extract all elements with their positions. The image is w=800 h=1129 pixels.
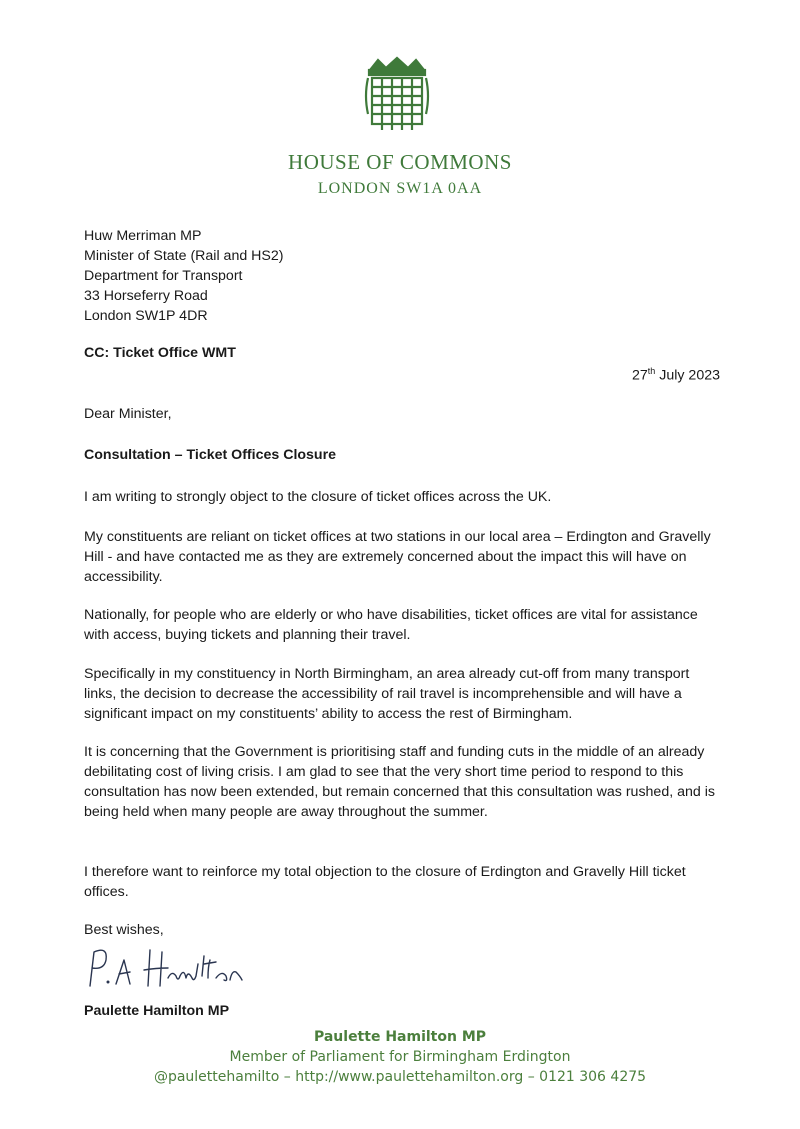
- recipient-line: London SW1P 4DR: [84, 308, 208, 324]
- cc-line: CC: Ticket Office WMT: [84, 345, 236, 361]
- recipient-line: 33 Horseferry Road: [84, 288, 208, 304]
- recipient-line: Department for Transport: [84, 268, 243, 284]
- footer-name: Paulette Hamilton MP: [313, 1029, 487, 1045]
- institution-title: HOUSE OF COMMONS: [288, 150, 512, 174]
- footer-role: Member of Parliament for Birmingham Erdington: [229, 1049, 571, 1065]
- body-paragraph: I therefore want to reinforce my total objection to the closure of Erdington and Gravelly Hill ticket offices.: [84, 864, 686, 900]
- date-day: 27: [632, 367, 648, 384]
- signoff: Best wishes,: [84, 922, 164, 938]
- date-suffix: th: [647, 366, 656, 376]
- subject-line: Consultation – Ticket Offices Closure: [84, 447, 337, 463]
- body-paragraph: It is concerning that the Government is prioritising staff and funding cuts in the middle of an already debilitating cost of living crisis. I am glad to see that the very short time period to respond to this consultation has now been extended, but remain concerned that this consultation was rushed, and is being held when many people are away throughout the summer.: [84, 744, 715, 820]
- letter-date: [632, 366, 720, 384]
- footer-contact: @paulettehamilto – http://www.paulettehamilton.org – 0121 306 4275: [153, 1069, 647, 1085]
- body-paragraph: Specifically in my constituency in North Birmingham, an area already cut-off from many transport links, the decision to decrease the accessibility of rail travel is incomprehensible and will have a significant impact on my constituents’ ability to access the rest of Birmingham.: [84, 666, 690, 722]
- institution-address: LONDON SW1A 0AA: [317, 180, 483, 197]
- portcullis-crest-icon: [364, 56, 430, 134]
- signer-name: Paulette Hamilton MP: [84, 1003, 230, 1019]
- recipient-line: Huw Merriman MP: [84, 228, 202, 244]
- body-paragraph: Nationally, for people who are elderly or who have disabilities, ticket offices are vital for assistance with access, buying tickets and planning their travel.: [84, 607, 698, 643]
- recipient-line: Minister of State (Rail and HS2): [84, 248, 284, 264]
- recipient-address: [84, 226, 724, 326]
- body-paragraph: My constituents are reliant on ticket offices at two stations in our local area – Erdington and Gravelly Hill - and have contacted me as they are extremely concerned about the impact this will have on accessibility.: [84, 529, 711, 585]
- body-paragraph: I am writing to strongly object to the closure of ticket offices across the UK.: [84, 489, 552, 505]
- date-rest: July 2023: [655, 367, 720, 384]
- salutation: Dear Minister,: [84, 406, 172, 422]
- handwritten-signature: [84, 942, 254, 990]
